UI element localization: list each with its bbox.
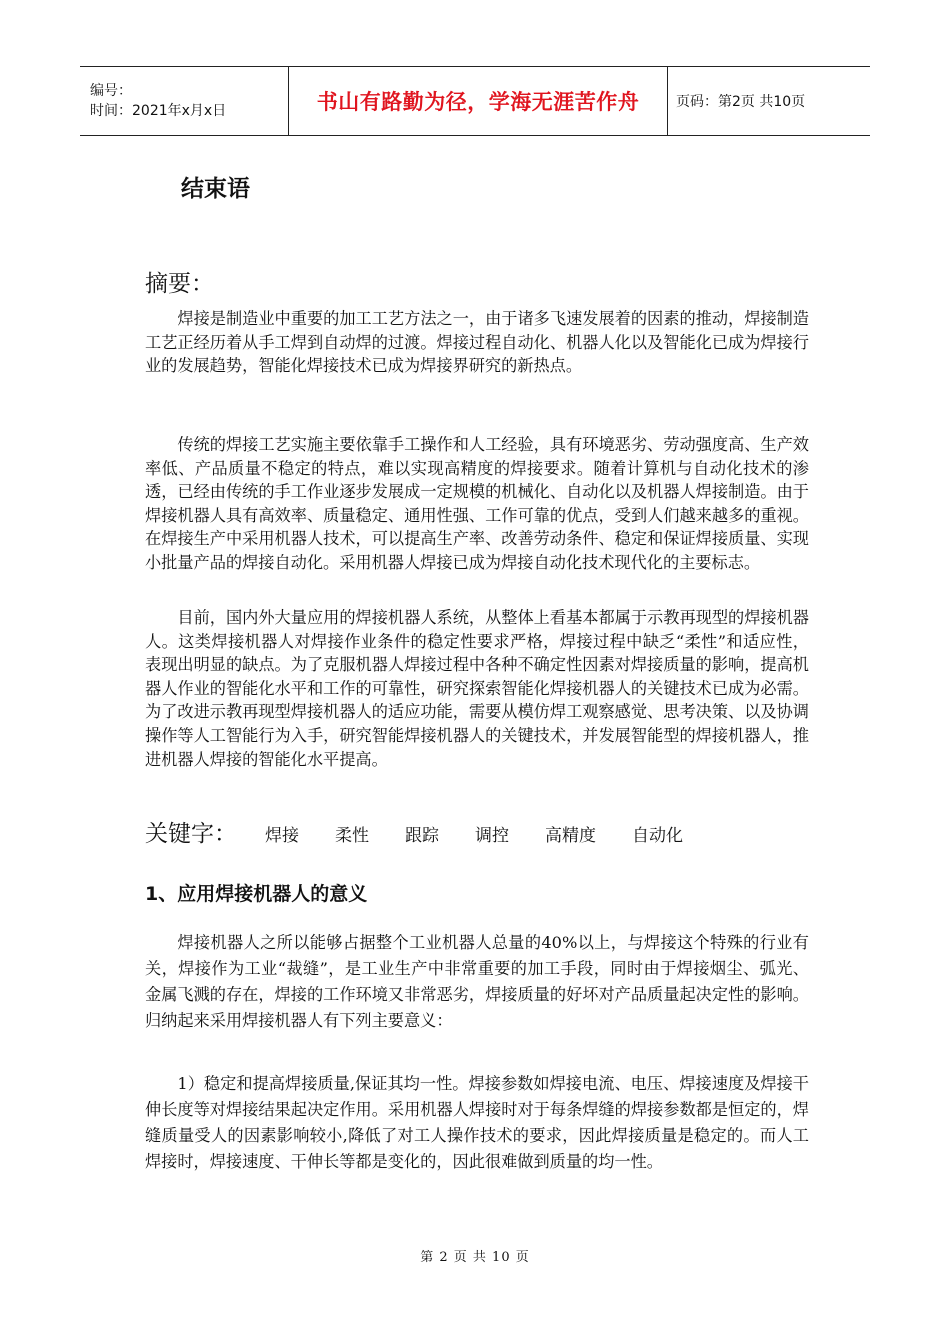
header-meta-cell	[80, 67, 289, 136]
abstract-title: 摘要：	[145, 271, 214, 297]
keyword: 跟踪	[405, 826, 439, 846]
section-title: 1、应用焊接机器人的意义	[145, 883, 368, 905]
abstract-paragraph: 焊接是制造业中重要的加工工艺方法之一，由于诸多飞速发展着的因素的推动，焊接制造工艺正经历着从手工焊到自动焊的过渡。焊接过程自动化、机器人化以及智能化已成为焊接行业的发展趋势，智能化焊接技术已成为焊接界研究的新热点。	[145, 309, 809, 376]
keywords-title: 关键字：	[145, 821, 237, 847]
document-time-label: 时间：2021年x月x日	[90, 103, 227, 119]
closing-title: 结束语	[181, 176, 250, 202]
page-header	[80, 66, 870, 136]
keyword: 焊接	[265, 826, 299, 846]
keywords-row	[145, 815, 719, 847]
keyword: 调控	[475, 826, 509, 846]
page-footer: 第 2 页 共 10 页	[420, 1250, 530, 1265]
section-paragraph: 焊接机器人之所以能够占据整个工业机器人总量的40%以上，与焊接这个特殊的行业有关，焊接作为工业“裁缝”，是工业生产中非常重要的加工手段，同时由于焊接烟尘、弧光、金属飞溅的存在，焊接的工作环境又非常恶劣，焊接质量的好坏对产品质量起决定性的影响。归纳起来采用焊接机器人有下列主要意义：	[145, 933, 809, 1030]
header-motto: 书山有路勤为径，学海无涯苦作舟	[316, 90, 640, 114]
header-page-label: 页码：第2页 共10页	[676, 94, 806, 110]
header-motto-cell	[289, 67, 668, 136]
abstract-paragraph: 传统的焊接工艺实施主要依靠手工操作和人工经验，具有环境恶劣、劳动强度高、生产效率低、产品质量不稳定的特点，难以实现高精度的焊接要求。随着计算机与自动化技术的渗透，已经由传统的手工作业逐步发展成一定规模的机械化、自动化以及机器人焊接制造。由于焊接机器人具有高效率、质量稳定、通用性强、工作可靠的优点，受到人们越来越多的重视。在焊接生产中采用机器人技术，可以提高生产率、改善劳动条件、稳定和保证焊接质量、实现小批量产品的焊接自动化。采用机器人焊接已成为焊接自动化技术现代化的主要标志。	[145, 435, 809, 572]
keyword: 高精度	[545, 826, 596, 846]
keyword: 自动化	[632, 826, 683, 846]
document-number-label: 编号：	[90, 83, 132, 99]
keyword: 柔性	[335, 826, 369, 846]
header-page-cell	[668, 67, 871, 136]
abstract-paragraph: 目前，国内外大量应用的焊接机器人系统，从整体上看基本都属于示教再现型的焊接机器人。这类焊接机器人对焊接作业条件的稳定性要求严格，焊接过程中缺乏“柔性”和适应性，表现出明显的缺点。为了克服机器人焊接过程中各种不确定性因素对焊接质量的影响，提高机器人作业的智能化水平和工作的可靠性，研究探索智能化焊接机器人的关键技术已成为必需。为了改进示教再现型焊接机器人的适应功能，需要从模仿焊工观察感觉、思考决策、以及协调操作等人工智能行为入手，研究智能焊接机器人的关键技术，并发展智能型的焊接机器人，推进机器人焊接的智能化水平提高。	[145, 608, 809, 769]
section-paragraph: 1）稳定和提高焊接质量,保证其均一性。焊接参数如焊接电流、电压、焊接速度及焊接干伸长度等对焊接结果起决定作用。采用机器人焊接时对于每条焊缝的焊接参数都是恒定的，焊缝质量受人的因素影响较小,降低了对工人操作技术的要求，因此焊接质量是稳定的。而人工焊接时，焊接速度、干伸长等都是变化的，因此很难做到质量的均一性。	[145, 1074, 809, 1171]
